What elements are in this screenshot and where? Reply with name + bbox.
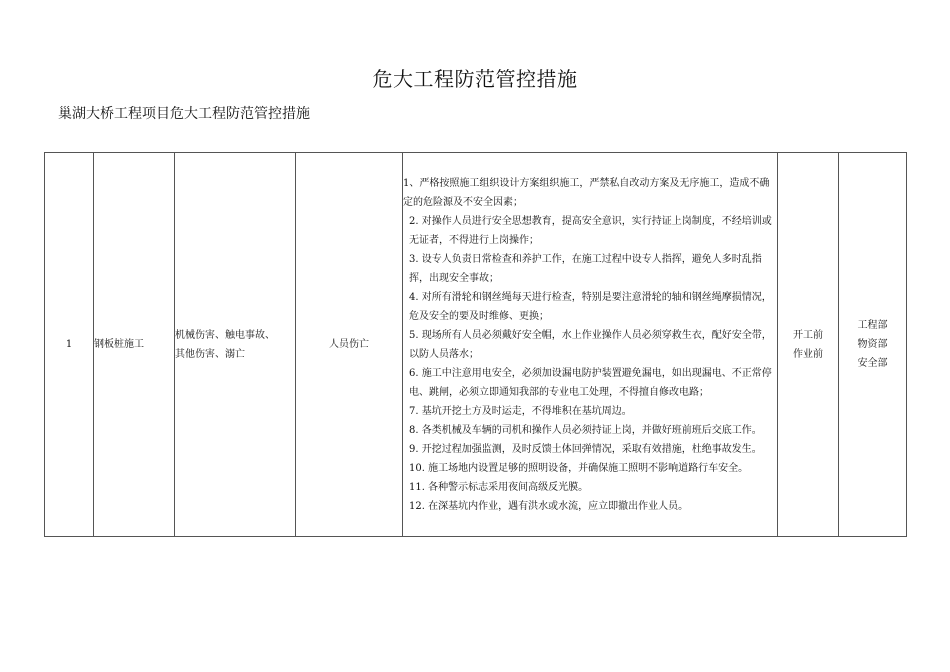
department-line: 安全部 bbox=[857, 358, 888, 369]
measure-item: 8. 各类机械及车辆的司机和操作人员必须持证上岗，并做好班前班后交底工作。 bbox=[409, 424, 762, 436]
hazard-cell bbox=[175, 153, 296, 537]
measure-item: 7. 基坑开挖土方及时运走，不得堆积在基坑周边。 bbox=[409, 405, 632, 417]
department-cell bbox=[839, 153, 907, 537]
measure-item: 11. 各种警示标志采用夜间高级反光膜。 bbox=[409, 481, 589, 493]
page-title: 危大工程防范管控措施 bbox=[372, 67, 578, 91]
measure-item: 5. 现场所有人员必须戴好安全帽，水上作业操作人员必须穿救生衣，配好安全带，以防人员落水； bbox=[409, 329, 772, 360]
table-row bbox=[45, 153, 907, 537]
measure-item: 12. 在深基坑内作业，遇有洪水或水流，应立即撤出作业人员。 bbox=[409, 500, 689, 512]
measure-item: 9. 开挖过程加强监测，及时反馈土体回弹情况，采取有效措施，杜绝事故发生。 bbox=[409, 443, 762, 455]
measure-item: 6. 施工中注意用电安全，必须加设漏电防护装置避免漏电，如出现漏电、不正常停电、跳闸，必须立即通知我部的专业电工处理，不得擅自修改电路； bbox=[409, 367, 772, 398]
measure-item: 1、严格按照施工组织设计方案组织施工，严禁私自改动方案及无序施工，造成不确定的危险源及不安全因素； bbox=[403, 177, 770, 208]
timing-cell bbox=[778, 153, 839, 537]
measure-item: 3. 设专人负责日常检查和养护工作，在施工过程中设专人指挥，避免人多时乱指挥，出现安全事故； bbox=[409, 253, 762, 284]
hazard-line: 其他伤害、溺亡 bbox=[175, 348, 245, 360]
work-item-cell: 钢板桩施工 bbox=[94, 153, 175, 537]
project-subtitle: 巢湖大桥工程项目危大工程防范管控措施 bbox=[58, 106, 310, 122]
row-number: 1 bbox=[45, 153, 94, 537]
department-line: 物资部 bbox=[857, 339, 888, 350]
consequence-cell: 人员伤亡 bbox=[296, 153, 403, 537]
timing-line: 开工前 bbox=[793, 329, 823, 341]
measure-item: 10. 施工场地内设置足够的照明设备，并确保施工照明不影响道路行车安全。 bbox=[409, 462, 749, 474]
control-measures-table bbox=[44, 152, 907, 537]
department-line: 工程部 bbox=[857, 320, 888, 331]
measure-item: 4. 对所有滑轮和钢丝绳每天进行检查，特别是要注意滑轮的轴和钢丝绳摩损情况，危及安全的要及时维修、更换； bbox=[409, 291, 772, 322]
measures-cell bbox=[403, 153, 778, 537]
timing-line: 作业前 bbox=[793, 348, 823, 360]
hazard-line: 机械伤害、触电事故、 bbox=[175, 329, 275, 341]
measure-item: 2. 对操作人员进行安全思想教育，提高安全意识，实行持证上岗制度，不经培训或无证者，不得进行上岗操作； bbox=[409, 215, 772, 246]
